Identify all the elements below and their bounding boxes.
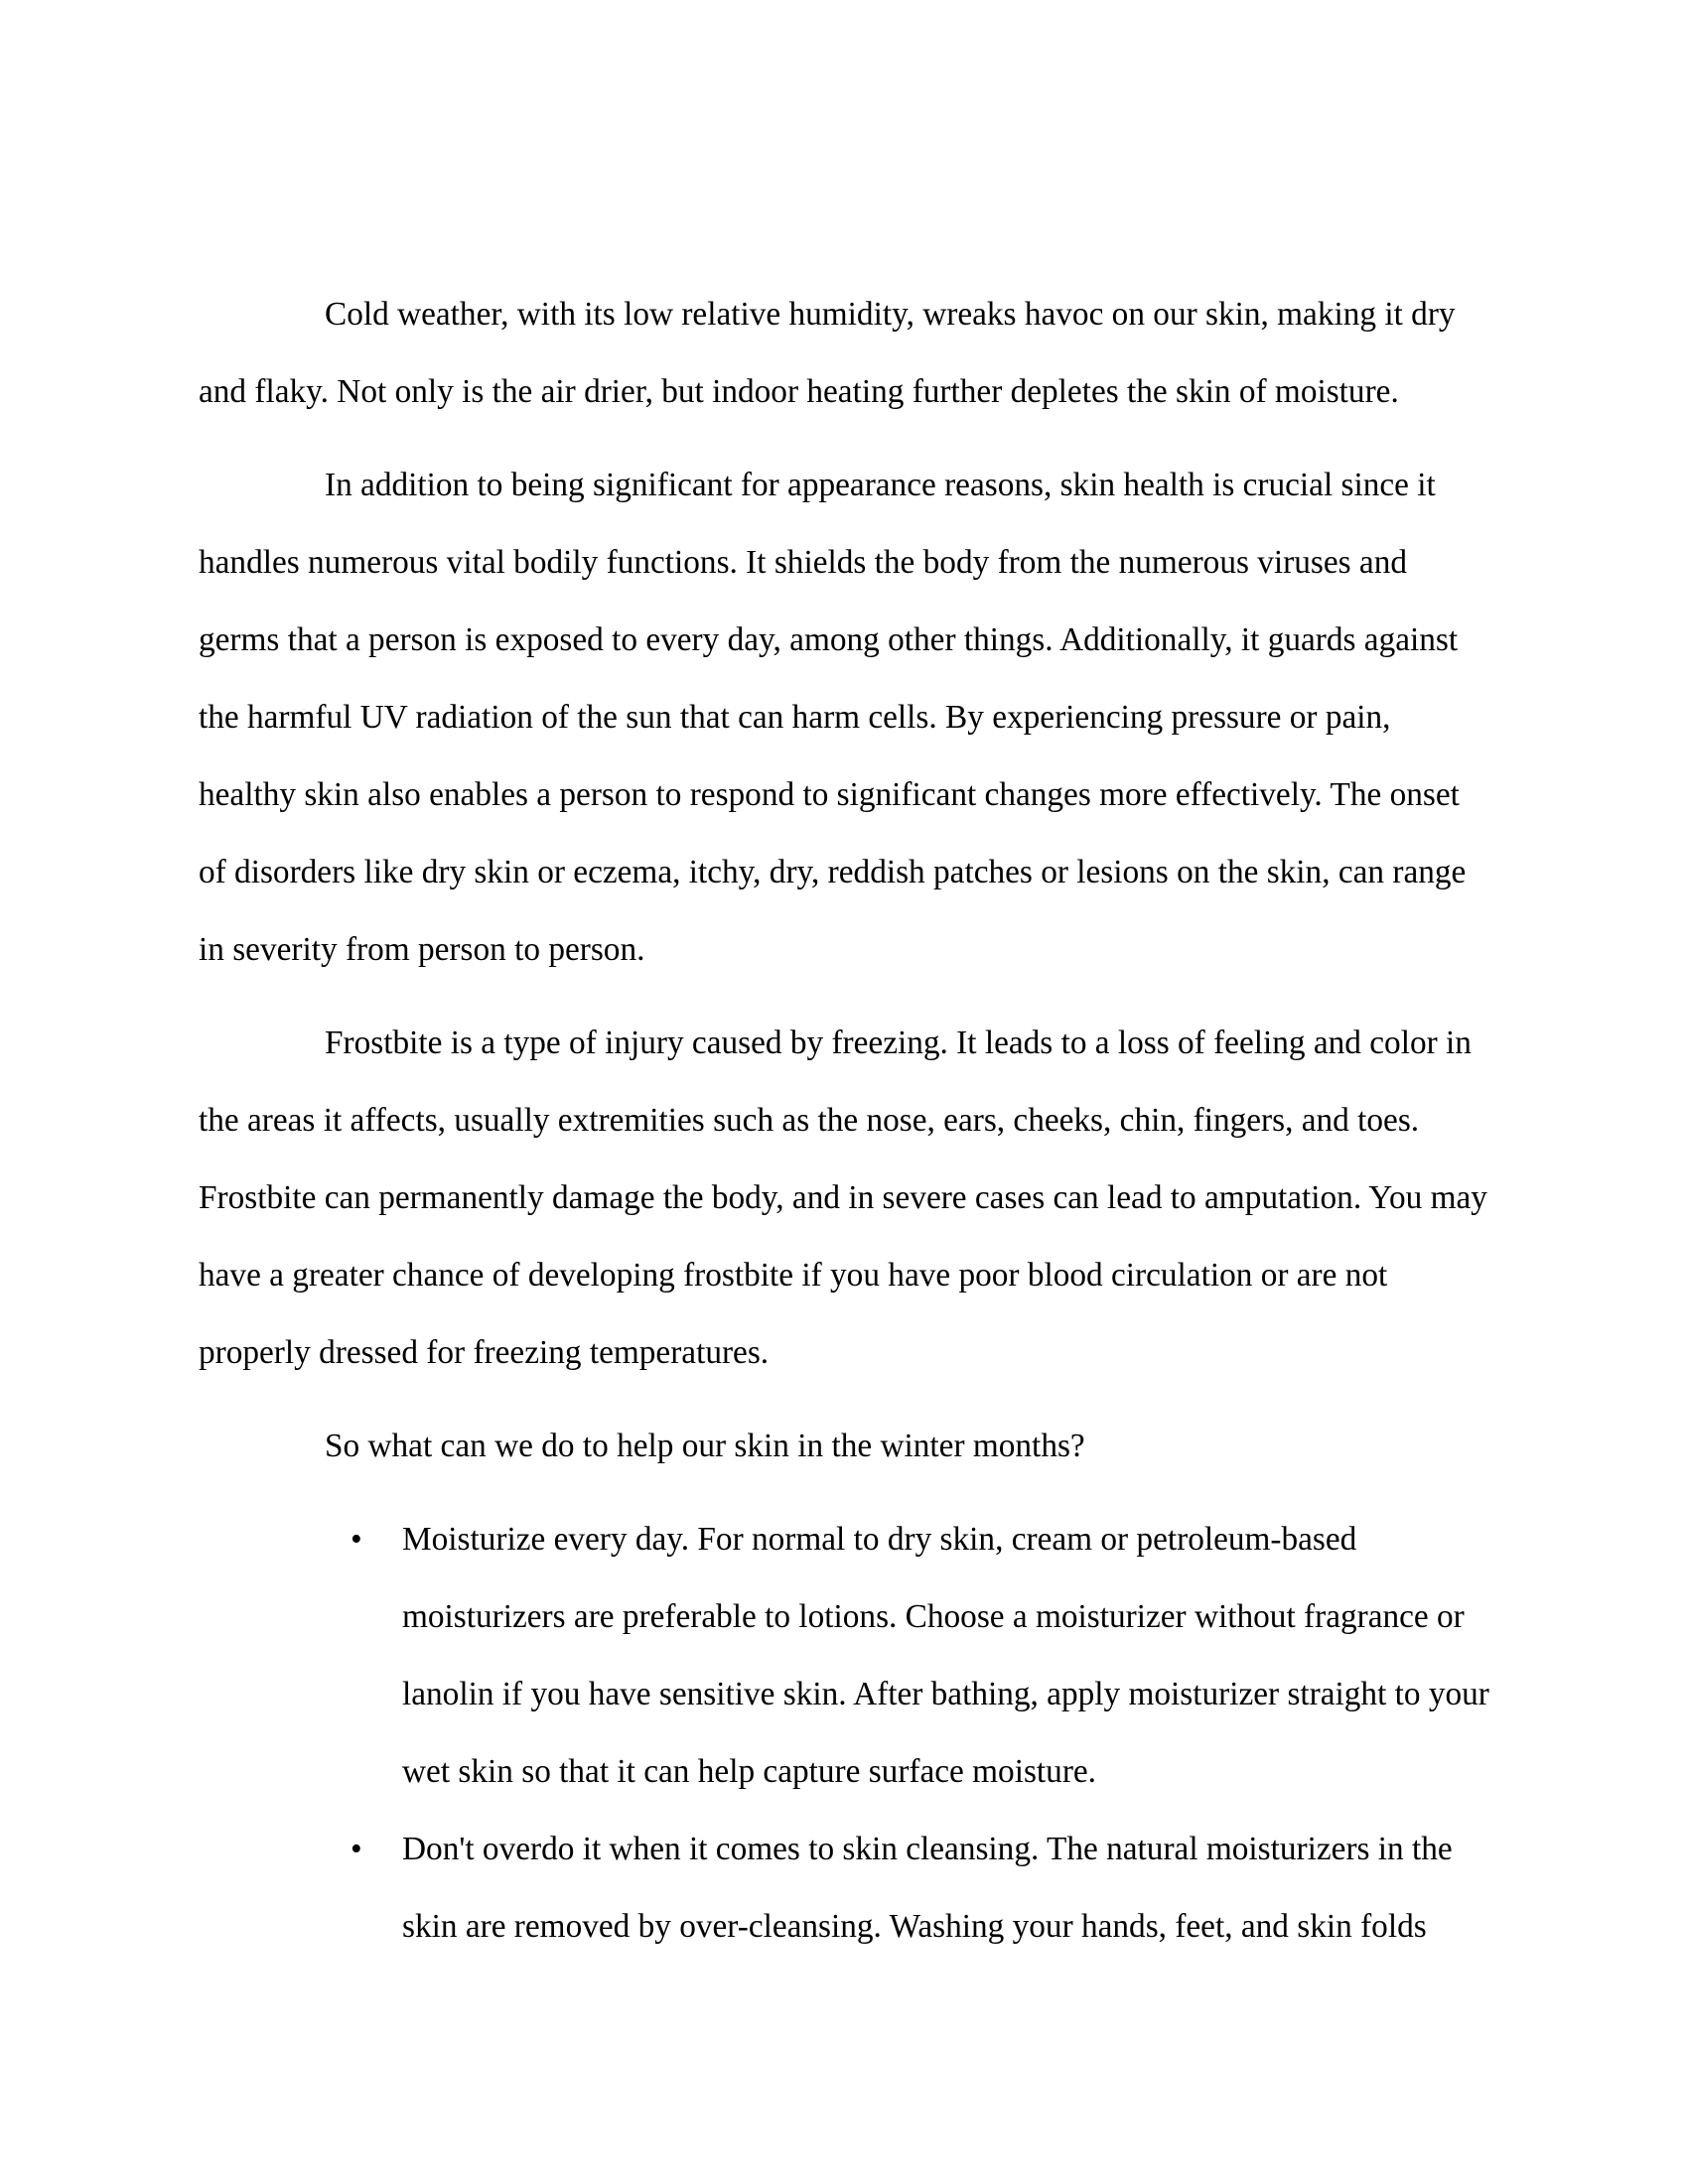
list-item-text: Moisturize every day. For normal to dry skin, cream or petroleum-based moisturizers are preferable to lotions. Choose a moisturizer without fragrance or lanolin if you have sensitive skin. After bathing, apply moisturizer straight to your wet skin so that it can help capture surface moisture. bbox=[402, 1521, 1489, 1790]
paragraph-question: So what can we do to help our skin in the winter months? bbox=[325, 1428, 1085, 1464]
document-body bbox=[199, 276, 1489, 1966]
bullet-icon: • bbox=[351, 1831, 362, 1867]
bullet-list bbox=[199, 1501, 1489, 1966]
list-item-cleansing bbox=[199, 1811, 1489, 1966]
list-item-moisturize bbox=[199, 1501, 1489, 1811]
paragraph-skin-health: In addition to being significant for appearance reasons, skin health is crucial since it handles numerous vital bodily functions. It shields the body from the numerous viruses and germs that a person is exposed to every day, among other things. Additionally, it guards against the harmful UV radiation of the sun that can harm cells. By experiencing pressure or pain, healthy skin also enables a person to respond to significant changes more effectively. The onset of disorders like dry skin or eczema, itchy, dry, reddish patches or lesions on the skin, can range in severity from person to person. bbox=[199, 467, 1467, 968]
paragraph-cold-weather: Cold weather, with its low relative humidity, wreaks havoc on our skin, making it dry and flaky. Not only is the air drier, but indoor heating further depletes the skin of moisture. bbox=[199, 296, 1456, 410]
bullet-icon: • bbox=[351, 1521, 362, 1558]
list-item-text: Don't overdo it when it comes to skin cleansing. The natural moisturizers in the skin are removed by over-cleansing. Washing your hands, feet, and skin folds bbox=[402, 1831, 1453, 1945]
paragraph-frostbite: Frostbite is a type of injury caused by freezing. It leads to a loss of feeling and color in the areas it affects, usually extremities such as the nose, ears, cheeks, chin, fingers, and toes. Frostbite can permanently damage the body, and in severe cases can lead to amputation. You may have a greater chance of developing frostbite if you have poor blood circulation or are not properly dressed for freezing temperatures. bbox=[199, 1024, 1487, 1371]
